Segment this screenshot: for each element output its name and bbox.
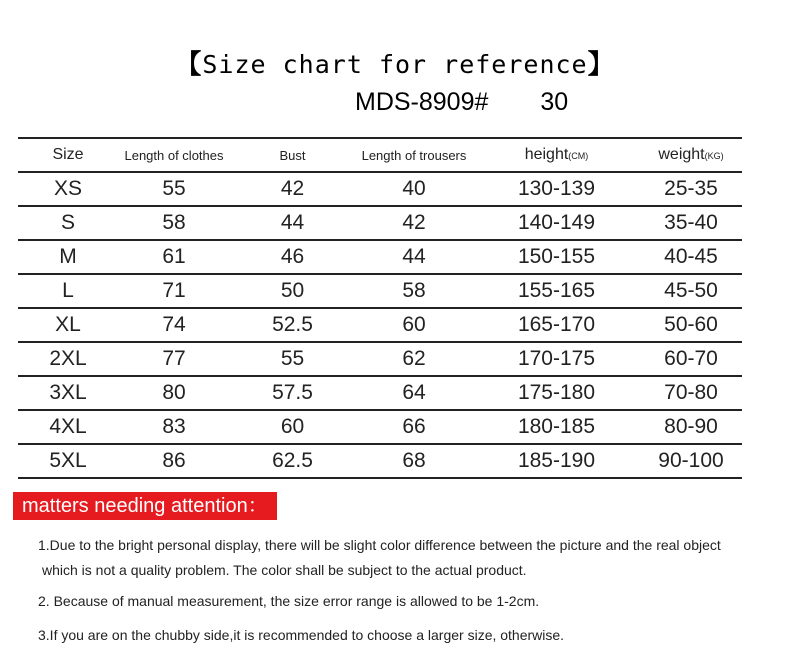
cell-height: 165-170 xyxy=(473,308,640,342)
cell-bust: 57.5 xyxy=(230,376,355,410)
model-code: MDS-8909# xyxy=(355,88,489,116)
cell-length-of-trousers: 58 xyxy=(355,274,473,308)
cell-length-of-trousers: 40 xyxy=(355,172,473,206)
cell-size: 5XL xyxy=(18,444,118,478)
table-header-row xyxy=(18,138,742,172)
cell-size: 2XL xyxy=(18,342,118,376)
cell-length-of-clothes: 83 xyxy=(118,410,230,444)
table-row xyxy=(18,308,742,342)
cell-height: 155-165 xyxy=(473,274,640,308)
table-row xyxy=(18,240,742,274)
column-header-weight: weight(KG) xyxy=(640,138,742,172)
table-row xyxy=(18,444,742,478)
cell-weight: 25-35 xyxy=(640,172,742,206)
column-header-length-of-trousers: Length of trousers xyxy=(355,138,473,172)
cell-weight: 45-50 xyxy=(640,274,742,308)
title-bracket-open: 【 xyxy=(175,50,203,80)
column-header-length-of-clothes: Length of clothes xyxy=(118,138,230,172)
model-line xyxy=(355,88,568,117)
note-1-line-2: which is not a quality problem. The color shall be subject to the actual product. xyxy=(42,562,527,578)
cell-length-of-clothes: 71 xyxy=(118,274,230,308)
cell-height: 150-155 xyxy=(473,240,640,274)
note-item-2: 2. Because of manual measurement, the size error range is allowed to be 1-2cm. xyxy=(38,593,540,609)
note-item-3: 3.If you are on the chubby side,it is recommended to choose a larger size, otherwise. xyxy=(38,627,565,643)
cell-length-of-clothes: 86 xyxy=(118,444,230,478)
attention-label: matters needing attention： xyxy=(13,492,277,520)
cell-length-of-clothes: 58 xyxy=(118,206,230,240)
cell-size: XS xyxy=(18,172,118,206)
column-header-height: height(CM) xyxy=(473,138,640,172)
title-bracket-close: 】 xyxy=(587,50,615,80)
cell-bust: 55 xyxy=(230,342,355,376)
cell-length-of-clothes: 77 xyxy=(118,342,230,376)
notes-list xyxy=(38,533,778,647)
cell-bust: 60 xyxy=(230,410,355,444)
cell-size: S xyxy=(18,206,118,240)
cell-length-of-clothes: 80 xyxy=(118,376,230,410)
table-row xyxy=(18,274,742,308)
cell-size: 4XL xyxy=(18,410,118,444)
cell-bust: 52.5 xyxy=(230,308,355,342)
cell-bust: 62.5 xyxy=(230,444,355,478)
cell-length-of-clothes: 61 xyxy=(118,240,230,274)
cell-size: XL xyxy=(18,308,118,342)
cell-bust: 44 xyxy=(230,206,355,240)
cell-height: 130-139 xyxy=(473,172,640,206)
cell-size: 3XL xyxy=(18,376,118,410)
weight-unit: (KG) xyxy=(704,151,724,161)
cell-size: M xyxy=(18,240,118,274)
cell-height: 170-175 xyxy=(473,342,640,376)
page-title xyxy=(0,44,790,81)
cell-height: 175-180 xyxy=(473,376,640,410)
cell-weight: 50-60 xyxy=(640,308,742,342)
table-row xyxy=(18,172,742,206)
cell-length-of-trousers: 60 xyxy=(355,308,473,342)
title-text: Size chart for reference xyxy=(202,50,588,79)
cell-length-of-trousers: 44 xyxy=(355,240,473,274)
height-unit: (CM) xyxy=(568,151,589,161)
cell-height: 140-149 xyxy=(473,206,640,240)
cell-length-of-trousers: 68 xyxy=(355,444,473,478)
cell-bust: 46 xyxy=(230,240,355,274)
table-row xyxy=(18,342,742,376)
cell-weight: 70-80 xyxy=(640,376,742,410)
note-item-1 xyxy=(38,533,778,583)
model-number: 30 xyxy=(540,88,569,116)
cell-weight: 35-40 xyxy=(640,206,742,240)
cell-weight: 90-100 xyxy=(640,444,742,478)
table-row xyxy=(18,410,742,444)
cell-weight: 40-45 xyxy=(640,240,742,274)
cell-length-of-trousers: 62 xyxy=(355,342,473,376)
cell-length-of-clothes: 55 xyxy=(118,172,230,206)
cell-size: L xyxy=(18,274,118,308)
size-chart-table xyxy=(18,137,742,479)
cell-height: 185-190 xyxy=(473,444,640,478)
cell-weight: 80-90 xyxy=(640,410,742,444)
column-header-bust: Bust xyxy=(230,138,355,172)
cell-length-of-trousers: 42 xyxy=(355,206,473,240)
cell-bust: 42 xyxy=(230,172,355,206)
cell-length-of-clothes: 74 xyxy=(118,308,230,342)
cell-bust: 50 xyxy=(230,274,355,308)
table-row xyxy=(18,206,742,240)
cell-length-of-trousers: 64 xyxy=(355,376,473,410)
cell-weight: 60-70 xyxy=(640,342,742,376)
cell-length-of-trousers: 66 xyxy=(355,410,473,444)
note-1-line-1: 1.Due to the bright personal display, there will be slight color difference between the picture and the real object xyxy=(38,537,721,553)
column-header-size: Size xyxy=(18,138,118,172)
cell-height: 180-185 xyxy=(473,410,640,444)
table-row xyxy=(18,376,742,410)
